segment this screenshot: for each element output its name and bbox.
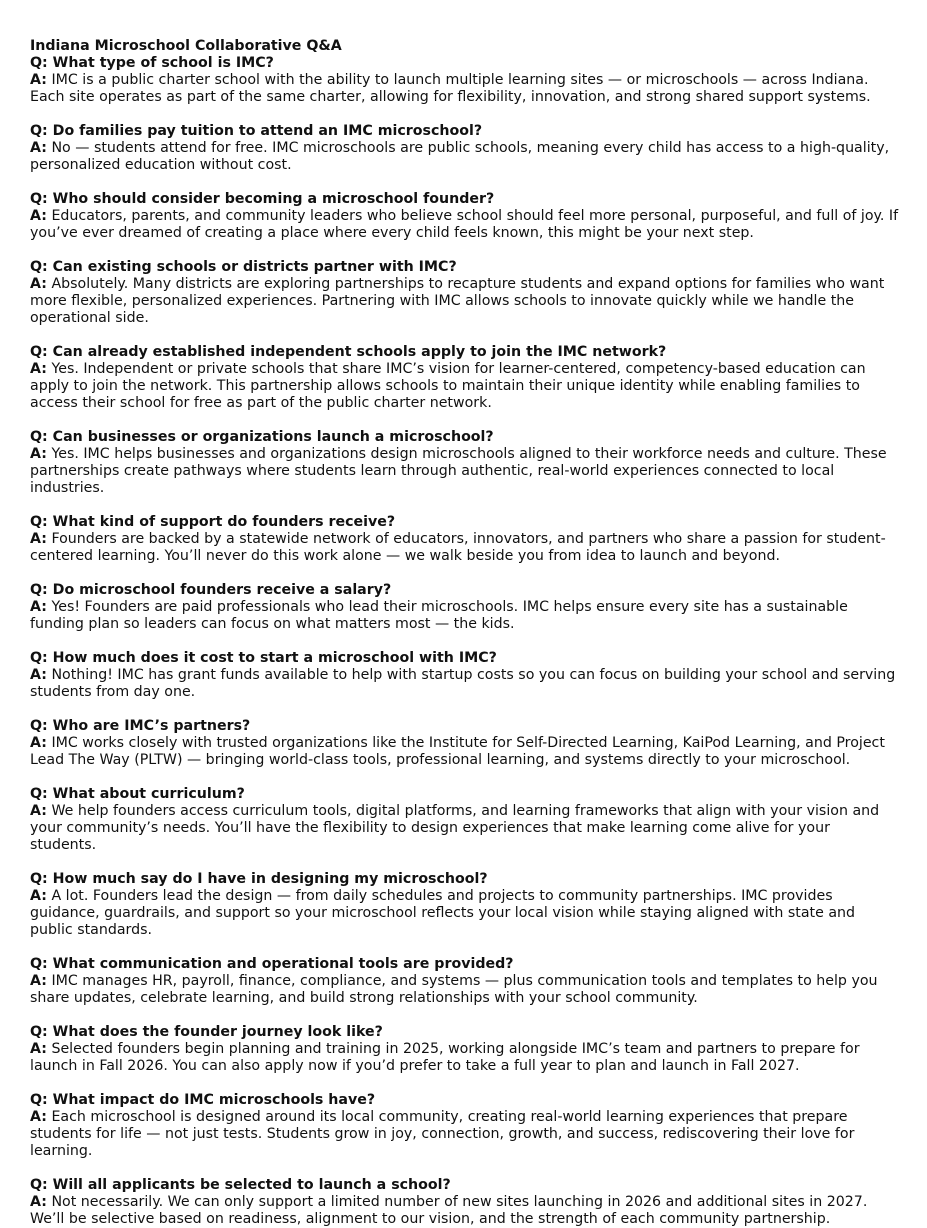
faq-question: Q: What kind of support do founders receive? [30, 514, 396, 530]
faq-answer [30, 1194, 900, 1228]
answer-label: A: [30, 208, 47, 224]
faq-answer [30, 973, 900, 1007]
faq-answer-text: We help founders access curriculum tools, digital platforms, and learning frameworks that align with your vision and your community’s needs. You’ll have the flexibility to design experiences that make learning come alive for your students. [30, 803, 880, 853]
faq-answer [30, 72, 900, 106]
faq-answer-text: IMC works closely with trusted organizations like the Institute for Self-Directed Learning, KaiPod Learning, and Project Lead The Way (PLTW) — bringing world-class tools, professional learning, and systems directly to your microschool. [30, 735, 885, 768]
faq-question: Q: Do families pay tuition to attend an IMC microschool? [30, 123, 483, 139]
answer-label: A: [30, 1109, 47, 1125]
faq-item [30, 1024, 900, 1075]
faq-answer-text: Yes. IMC helps businesses and organizations design microschools aligned to their workforce needs and culture. These partnerships create pathways where students learn through authentic, real-world experiences connected to local industries. [30, 446, 887, 496]
faq-item [30, 871, 900, 939]
faq-item [30, 650, 900, 701]
faq-answer [30, 888, 900, 939]
faq-answer-text: Not necessarily. We can only support a limited number of new sites launching in 2026 and additional sites in 2027. We’ll be selective based on readiness, alignment to our vision, and the strength of each community partnership. [30, 1194, 868, 1227]
answer-label: A: [30, 1041, 47, 1057]
faq-answer [30, 446, 900, 497]
answer-label: A: [30, 973, 47, 989]
faq-question: Q: What communication and operational tools are provided? [30, 956, 514, 972]
faq-item [30, 582, 900, 633]
faq-item [30, 344, 900, 412]
faq-item [30, 956, 900, 1007]
faq-item [30, 123, 900, 174]
document-title: Indiana Microschool Collaborative Q&A [30, 38, 342, 54]
faq-answer [30, 208, 900, 242]
faq-item [30, 514, 900, 565]
faq-list [30, 55, 900, 1228]
answer-label: A: [30, 888, 47, 904]
faq-item [30, 429, 900, 497]
faq-answer [30, 667, 900, 701]
faq-answer [30, 361, 900, 412]
document-page [30, 38, 900, 1228]
faq-question: Q: What impact do IMC microschools have? [30, 1092, 376, 1108]
faq-item [30, 786, 900, 854]
faq-answer-text: Founders are backed by a statewide network of educators, innovators, and partners who share a passion for student-centered learning. You’ll never do this work alone — we walk beside you from idea to launch and beyond. [30, 531, 886, 564]
faq-answer [30, 599, 900, 633]
answer-label: A: [30, 446, 47, 462]
faq-answer [30, 1041, 900, 1075]
faq-item [30, 718, 900, 769]
faq-question: Q: What about curriculum? [30, 786, 245, 802]
faq-answer-text: Nothing! IMC has grant funds available to help with startup costs so you can focus on building your school and serving students from day one. [30, 667, 896, 700]
answer-label: A: [30, 1194, 47, 1210]
faq-answer-text: Selected founders begin planning and training in 2025, working alongside IMC’s team and partners to prepare for launch in Fall 2026. You can also apply now if you’d prefer to take a full year to plan and launch in Fall 2027. [30, 1041, 860, 1074]
faq-answer [30, 1109, 900, 1160]
faq-item [30, 1177, 900, 1228]
faq-answer [30, 140, 900, 174]
faq-question: Q: Can existing schools or districts partner with IMC? [30, 259, 457, 275]
answer-label: A: [30, 140, 47, 156]
faq-answer-text: Yes. Independent or private schools that share IMC’s vision for learner-centered, competency-based education can apply to join the network. This partnership allows schools to maintain their unique identity while enabling families to access their school for free as part of the public charter network. [30, 361, 866, 411]
faq-answer [30, 803, 900, 854]
answer-label: A: [30, 735, 47, 751]
answer-label: A: [30, 276, 47, 292]
answer-label: A: [30, 531, 47, 547]
faq-question: Q: Who should consider becoming a microschool founder? [30, 191, 495, 207]
answer-label: A: [30, 803, 47, 819]
faq-answer-text: Educators, parents, and community leaders who believe school should feel more personal, purposeful, and full of joy. If you’ve ever dreamed of creating a place where every child feels known, this might be your next step. [30, 208, 899, 241]
faq-item [30, 1092, 900, 1160]
faq-question: Q: Can businesses or organizations launch a microschool? [30, 429, 494, 445]
faq-question: Q: Do microschool founders receive a salary? [30, 582, 392, 598]
faq-item [30, 259, 900, 327]
faq-question: Q: Who are IMC’s partners? [30, 718, 251, 734]
answer-label: A: [30, 599, 47, 615]
faq-answer-text: Yes! Founders are paid professionals who lead their microschools. IMC helps ensure every site has a sustainable funding plan so leaders can focus on what matters most — the kids. [30, 599, 848, 632]
faq-answer-text: IMC manages HR, payroll, finance, compliance, and systems — plus communication tools and templates to help you share updates, celebrate learning, and build strong relationships with your school community. [30, 973, 878, 1006]
faq-answer [30, 531, 900, 565]
faq-question: Q: What does the founder journey look like? [30, 1024, 383, 1040]
answer-label: A: [30, 361, 47, 377]
faq-answer-text: IMC is a public charter school with the ability to launch multiple learning sites — or microschools — across Indiana. Each site operates as part of the same charter, allowing for flexibility, innovation, and strong shared support systems. [30, 72, 871, 105]
faq-answer [30, 276, 900, 327]
faq-answer-text: No — students attend for free. IMC microschools are public schools, meaning every child has access to a high-quality, personalized education without cost. [30, 140, 890, 173]
answer-label: A: [30, 667, 47, 683]
faq-item [30, 55, 900, 106]
faq-answer-text: Each microschool is designed around its local community, creating real-world learning experiences that prepare students for life — not just tests. Students grow in joy, connection, growth, and success, rediscovering their love for learning. [30, 1109, 855, 1159]
faq-item [30, 191, 900, 242]
faq-question: Q: How much say do I have in designing my microschool? [30, 871, 488, 887]
faq-question: Q: Can already established independent schools apply to join the IMC network? [30, 344, 667, 360]
faq-question: Q: Will all applicants be selected to launch a school? [30, 1177, 451, 1193]
faq-question: Q: What type of school is IMC? [30, 55, 274, 71]
faq-answer [30, 735, 900, 769]
faq-answer-text: Absolutely. Many districts are exploring partnerships to recapture students and expand options for families who want more flexible, personalized experiences. Partnering with IMC allows schools to innovate quickly while we handle the operational side. [30, 276, 885, 326]
faq-answer-text: A lot. Founders lead the design — from daily schedules and projects to community partnerships. IMC provides guidance, guardrails, and support so your microschool reflects your local vision while staying aligned with state and public standards. [30, 888, 856, 938]
answer-label: A: [30, 72, 47, 88]
faq-question: Q: How much does it cost to start a microschool with IMC? [30, 650, 497, 666]
